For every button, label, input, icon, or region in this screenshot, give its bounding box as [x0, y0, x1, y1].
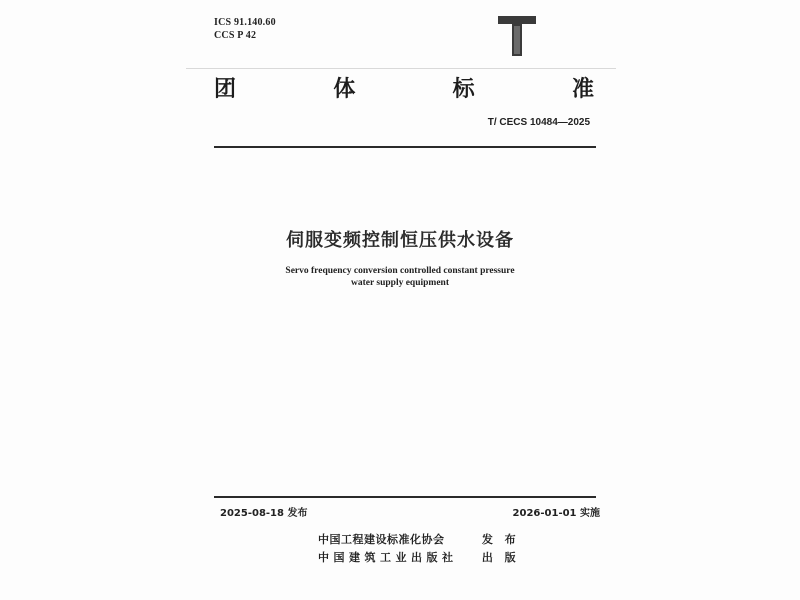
- standard-code: T/ CECS 10484—2025: [487, 117, 590, 128]
- footer-rule: [214, 496, 596, 498]
- header-rule: [214, 146, 596, 148]
- title-chinese: 伺服变频控制恒压供水设备: [286, 230, 514, 251]
- category-char: 标: [452, 77, 475, 102]
- publisher-org: 中国建筑工业出版社: [318, 551, 458, 564]
- implement-date: 2026-01-01 实施: [512, 508, 600, 519]
- issuer-row: [318, 531, 520, 547]
- category-heading: [214, 72, 594, 103]
- category-char: 准: [571, 77, 594, 102]
- title-english-line-1: Servo frequency conversion controlled constant pressure: [285, 266, 515, 276]
- t-logo-icon: [497, 14, 537, 58]
- category-char: 体: [333, 77, 356, 102]
- issuer-role: 发 布: [481, 533, 520, 546]
- issuer-org: 中国工程建设标准化协会: [318, 533, 445, 546]
- publisher-role: 出 版: [481, 551, 520, 564]
- ics-code: ICS 91.140.60: [214, 17, 276, 28]
- title-english-line-2: water supply equipment: [350, 278, 449, 288]
- top-divider: [186, 68, 616, 69]
- ccs-code: CCS P 42: [214, 30, 257, 41]
- publisher-row: [318, 549, 520, 565]
- publish-date: 2025-08-18 发布: [220, 508, 308, 519]
- category-char: 团: [214, 77, 237, 102]
